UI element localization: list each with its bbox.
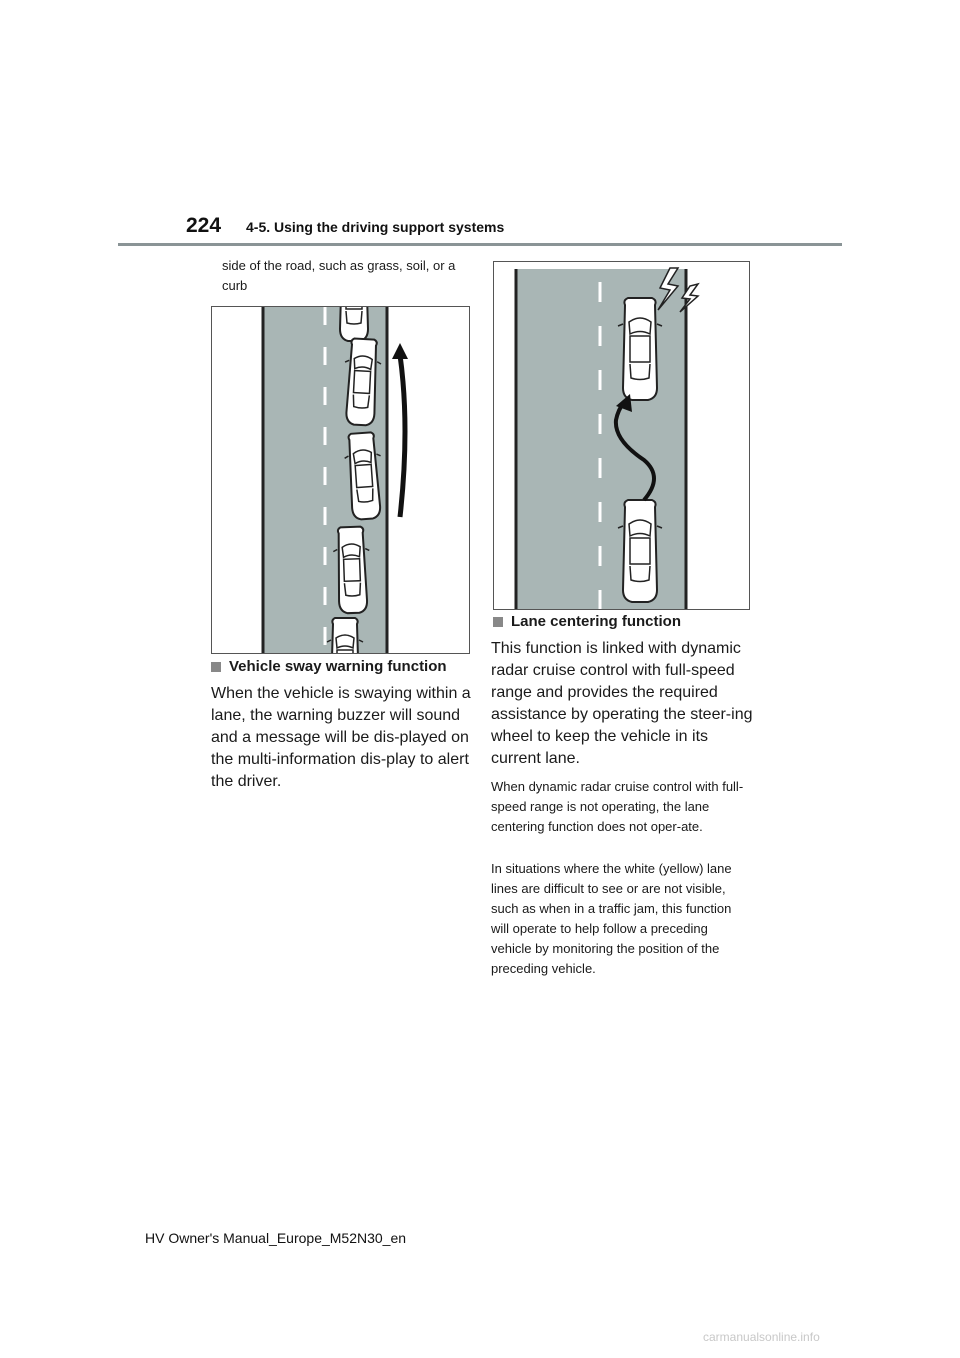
car-icon <box>336 307 372 341</box>
car-icon <box>618 298 662 400</box>
footer-manual-id: HV Owner's Manual_Europe_M52N30_en <box>145 1230 407 1246</box>
page-number: 224 <box>186 214 222 237</box>
sway-illustration <box>211 306 470 654</box>
note-lane-lines: In situations where the white (yellow) lane lines are difficult to see or are not visible, such as when in a traffic jam, this function will operate to help follow a preceding vehicle by monitoring the position of the preceding vehicle. <box>491 861 732 976</box>
drift-arrow-icon <box>400 355 405 517</box>
arrowhead-icon <box>392 343 408 359</box>
section-title: 4-5. Using the driving support systems <box>246 219 505 235</box>
continued-text: side of the road, such as grass, soil, or a curb <box>222 258 456 293</box>
note-cruise-control: When dynamic radar cruise control with full-speed range is not operating, the lane centering function does not oper-ate. <box>491 779 744 834</box>
watermark: carmanualsonline.info <box>703 1330 820 1344</box>
heading-vehicle-sway <box>211 658 447 675</box>
header-rule <box>118 243 842 246</box>
heading-lane-centering <box>493 613 681 630</box>
sway-body-text: When the vehicle is swaying within a lane, the warning buzzer will sound and a message will be dis-played on the multi-information dis-play to alert the driver. <box>211 685 471 790</box>
heading-text: Lane centering function <box>511 613 682 630</box>
heading-text: Vehicle sway warning function <box>229 658 447 675</box>
car-icon <box>618 500 662 602</box>
bullet-square-icon <box>211 662 221 672</box>
car-icon <box>327 618 363 653</box>
lane-centering-body-text: This function is linked with dynamic radar cruise control with full-speed range and provides the required assistance by operating the steer-ing wheel to keep the vehicle in its current lane. <box>491 640 753 767</box>
bullet-square-icon <box>493 617 503 627</box>
lane-centering-illustration <box>493 261 750 610</box>
